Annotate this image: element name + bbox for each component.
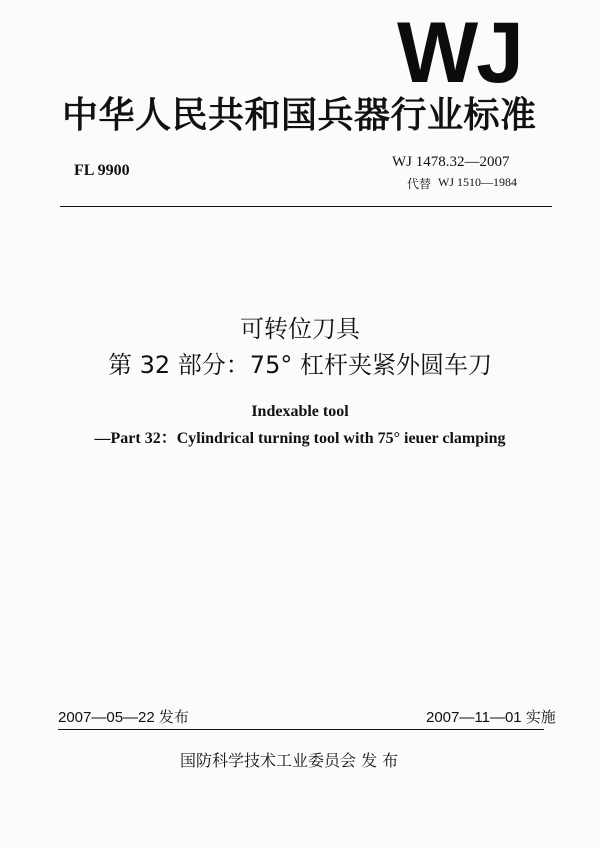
organization-title: 中华人民共和国兵器行业标准 <box>62 95 537 136</box>
header-divider <box>60 206 552 207</box>
footer-divider <box>58 729 544 730</box>
standard-number: WJ 1478.32—2007 <box>392 154 510 170</box>
title-en-line-2: —Part 32：Cylindrical turning tool with 75° ieuer clamping <box>94 430 506 447</box>
publisher: 国防科学技术工业委员会 发 布 <box>180 751 399 770</box>
replace-number: WJ 1510—1984 <box>438 175 517 189</box>
title-en-line-1: Indexable tool <box>251 403 349 420</box>
title-cn-line-1: 可转位刀具 <box>240 315 360 343</box>
issue-date: 2007—05—22 发布 <box>58 709 189 726</box>
wj-logo: WJ <box>397 5 522 101</box>
replace-label: 代替 <box>407 177 432 191</box>
effective-date: 2007—11—01 实施 <box>426 709 556 726</box>
classification-code: FL 9900 <box>74 162 130 179</box>
title-cn-line-2: 第 32 部分：75° 杠杆夹紧外圆车刀 <box>108 351 492 379</box>
